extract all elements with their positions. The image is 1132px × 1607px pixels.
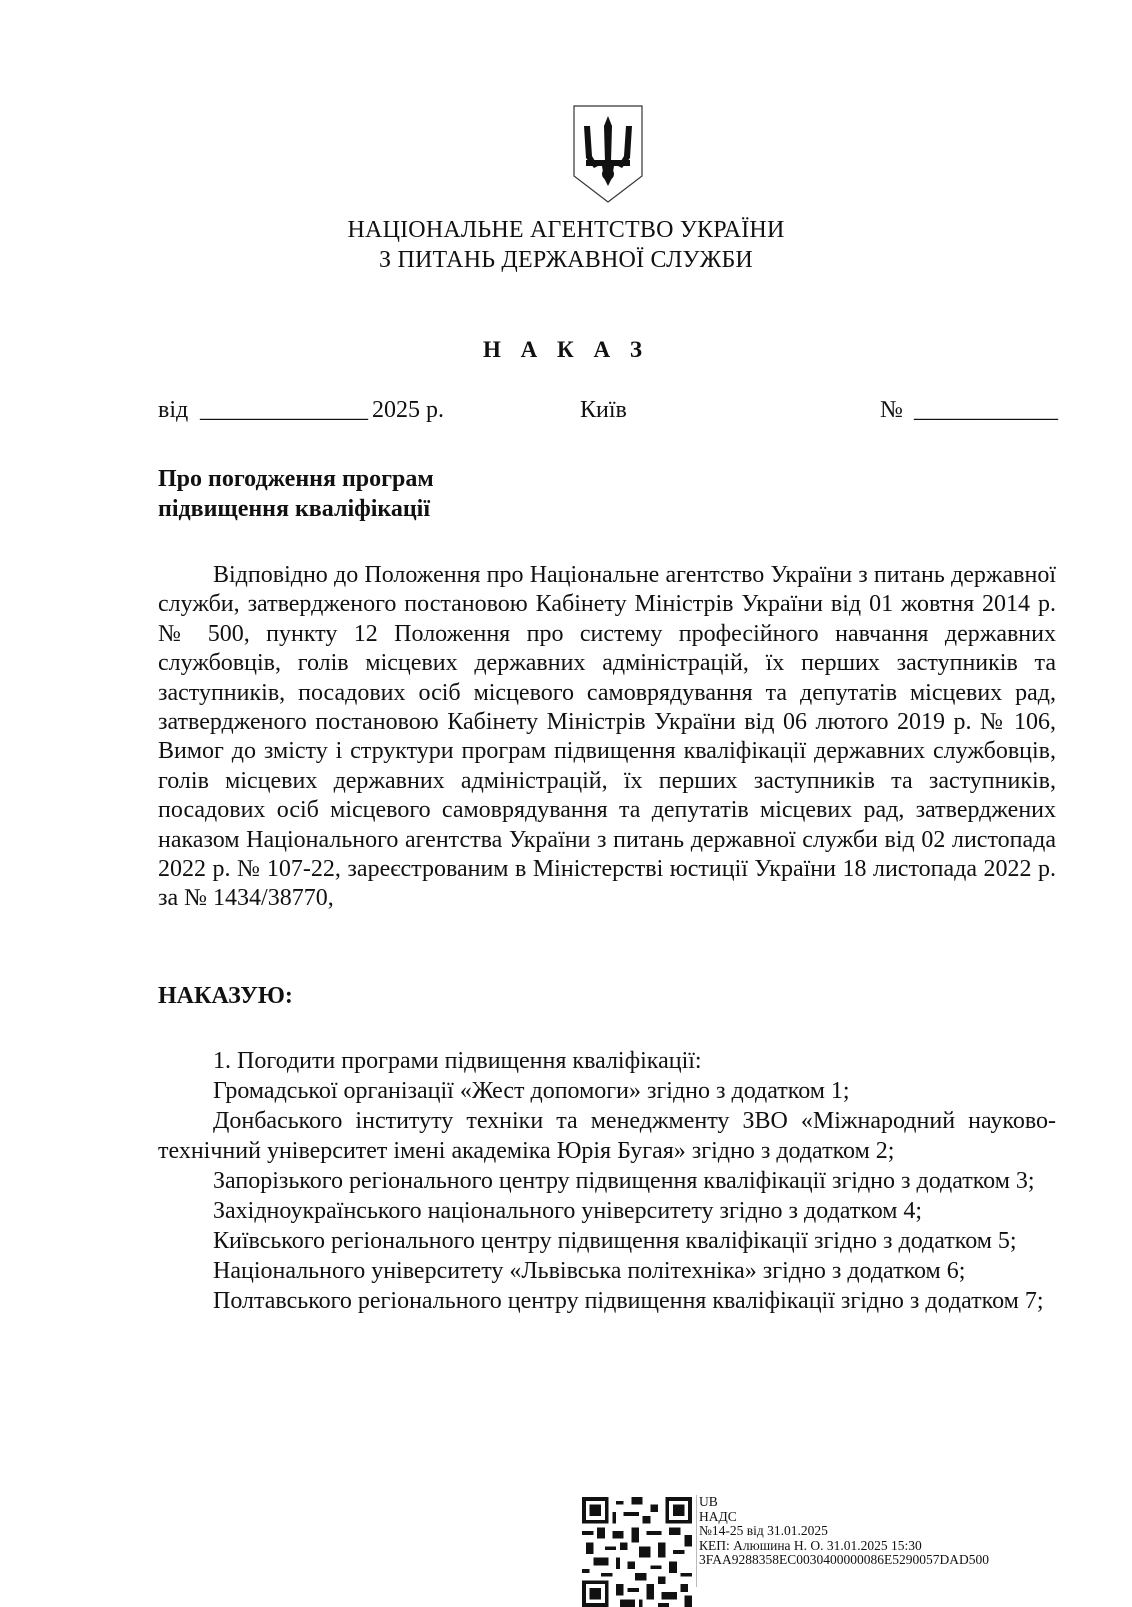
- trident-coat-of-arms-icon: [572, 104, 644, 204]
- list-item: Запорізького регіонального центру підвищення кваліфікації згідно з додатком 3;: [213, 1168, 1035, 1194]
- subject-line-1: Про погодження програм: [158, 466, 434, 492]
- document-type: Н А К А З: [483, 337, 649, 362]
- list-item: Національного університету «Львівська політехніка» згідно з додатком 6;: [213, 1258, 966, 1284]
- dateline: [158, 397, 1058, 427]
- list-item: Полтавського регіонального центру підвищення кваліфікації згідно з додатком 7;: [213, 1288, 1044, 1314]
- stamp-line-2: НАДС: [699, 1508, 737, 1524]
- stamp-signer: КЕП: Алюшина Н. О. 31.01.2025 15:30: [699, 1537, 922, 1553]
- document-subject: [158, 464, 434, 524]
- date-blank: ______________: [200, 397, 368, 423]
- e-signature-stamp: [582, 1495, 1042, 1570]
- list-item: Донбаського інституту техніки та менеджменту ЗВО «Міжнародний науково-технічний університет імені академіка Юрія Бугая» згідно з додатком 2;: [158, 1108, 1056, 1164]
- stamp-certificate-id: 3FAA9288358EC0030400000086E5290057DAD500: [699, 1552, 989, 1567]
- qr-code-icon[interactable]: [582, 1497, 692, 1607]
- agency-line-2: З ПИТАНЬ ДЕРЖАВНОЇ СЛУЖБИ: [379, 247, 753, 273]
- date-year: 2025 р.: [372, 397, 444, 423]
- order-items: [158, 1046, 1056, 1316]
- list-item: Західноукраїнського національного університету згідно з додатком 4;: [213, 1198, 923, 1224]
- agency-line-1: НАЦІОНАЛЬНЕ АГЕНТСТВО УКРАЇНИ: [347, 217, 785, 243]
- subject-line-2: підвищення кваліфікації: [158, 496, 431, 522]
- list-item: Київського регіонального центру підвищення кваліфікації згідно з додатком 5;: [213, 1228, 1017, 1254]
- preamble: [158, 561, 1056, 914]
- stamp-divider: [696, 1495, 697, 1587]
- number-label: №: [880, 397, 903, 423]
- list-item: 1. Погодити програми підвищення кваліфікації:: [213, 1048, 702, 1074]
- date-from-label: від: [158, 397, 189, 423]
- stamp-line-1: UB: [699, 1494, 718, 1509]
- stamp-registration: №14-25 від 31.01.2025: [699, 1523, 828, 1538]
- preamble-text: Відповідно до Положення про Національне агентство України з питань державної служби, затвердженого постановою Кабінету Міністрів України від 01 жовтня 2014 р. № 500, пункту 12 Положення про систему професійного навчання державних службовців, голів місцевих державних адміністрацій, їх перших заступників та заступників, посадових осіб місцевого самоврядування та депутатів місцевих рад, затвердженого постановою Кабінету Міністрів України від 06 лютого 2019 р. № 106, Вимог до змісту і структури програм підвищення кваліфікації державних службовців, голів місцевих державних адміністрацій, їх перших заступників та заступників, посадових осіб місцевого самоврядування та депутатів місцевих рад, затверджених наказом Національного агентства України з питань державної служби від 02 листопада 2022 р. № 107-22, зареєстрованим в Міністерстві юстиції України 18 листопада 2022 р. за № 1434/38770,: [158, 562, 1056, 912]
- order-word: НАКАЗУЮ:: [158, 983, 293, 1009]
- agency-name: [0, 215, 1132, 275]
- number-blank: ____________: [914, 397, 1058, 423]
- list-item: Громадської організації «Жест допомоги» згідно з додатком 1;: [213, 1078, 850, 1104]
- city: Київ: [580, 397, 627, 423]
- stamp-text: [699, 1495, 989, 1568]
